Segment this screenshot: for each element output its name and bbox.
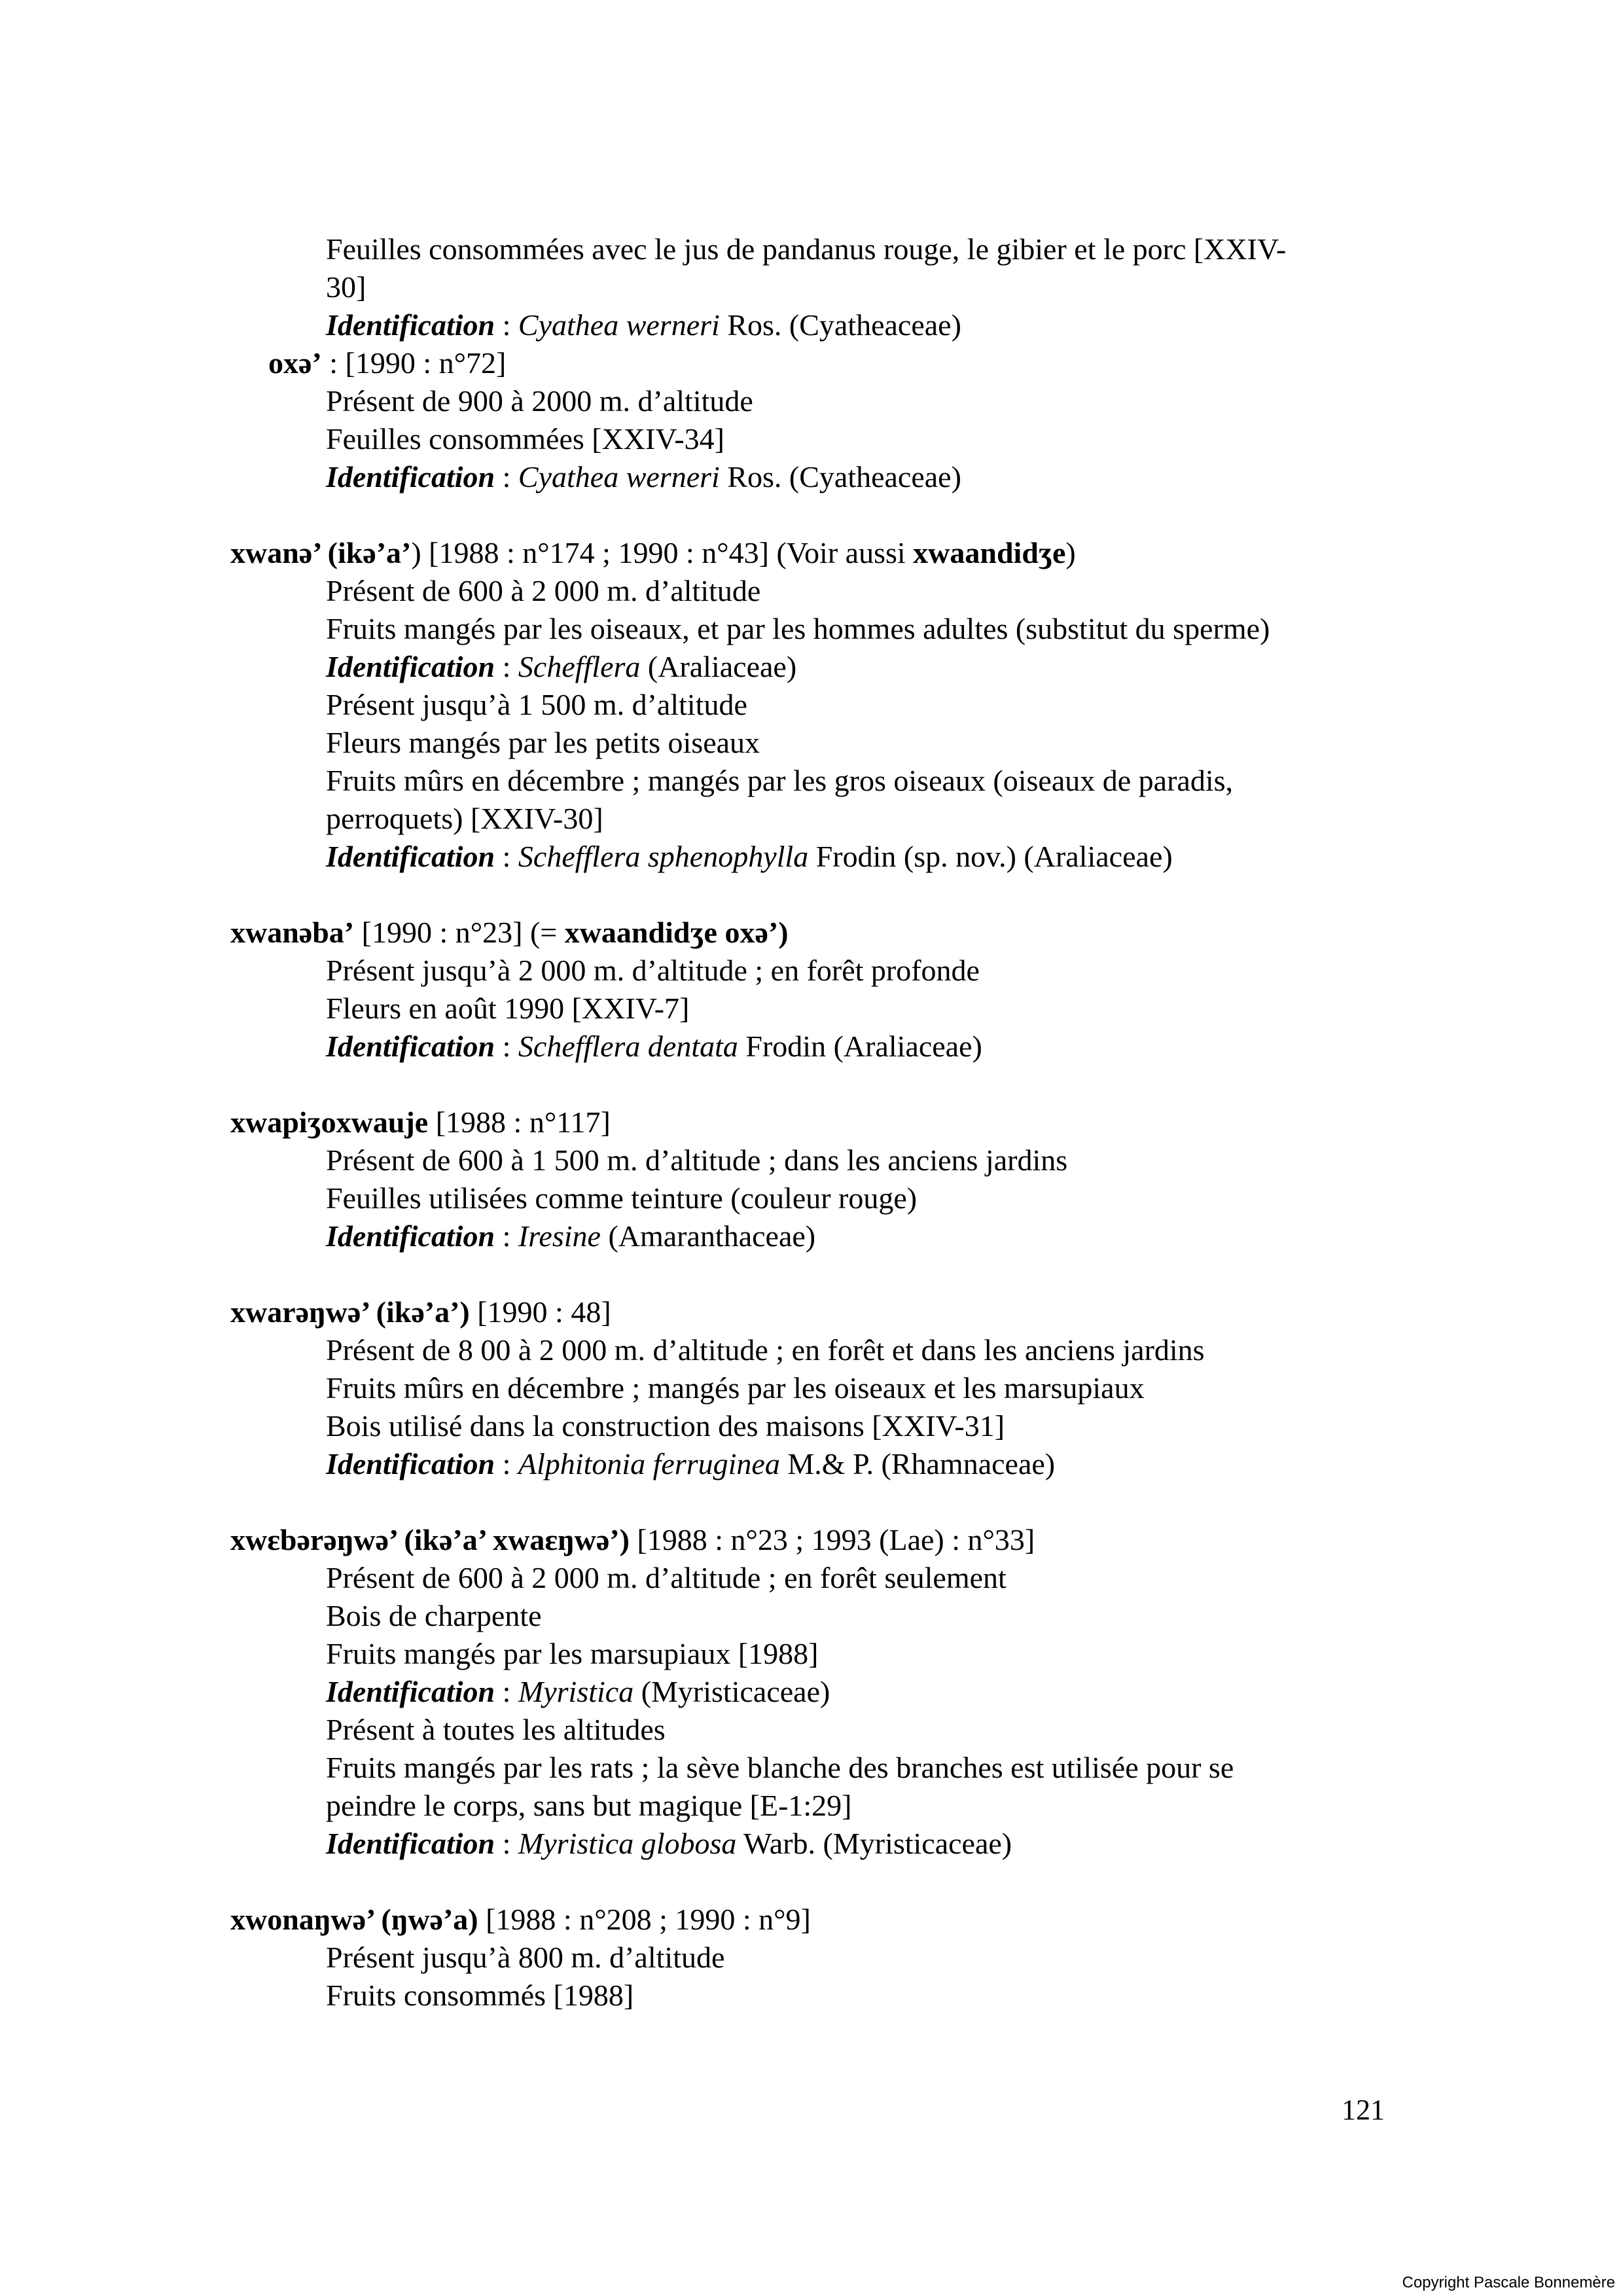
body-line: Fleurs mangés par les petits oiseaux: [326, 726, 760, 759]
entry-head: xwanəba’ [1990 : n°23] (= xwaandidʒe oxə’): [230, 916, 789, 949]
body-line: Feuilles consommées avec le jus de pandanus rouge, le gibier et le porc [XXIV-: [326, 232, 1287, 266]
body-line: Fruits consommés [1988]: [326, 1979, 634, 2012]
entry-head: xwarəŋwə’ (ikə’a’) [1990 : 48]: [230, 1295, 611, 1329]
body-line: Fruits mangés par les rats ; la sève blanche des branches est utilisée pour se: [326, 1751, 1234, 1784]
body-line: Présent de 600 à 2 000 m. d’altitude: [326, 574, 761, 607]
body-line: Feuilles consommées [XXIV-34]: [326, 422, 724, 456]
body-line: Feuilles utilisées comme teinture (couleur rouge): [326, 1181, 918, 1215]
body-line: 30]: [326, 270, 366, 304]
page-number: 121: [1342, 2094, 1385, 2126]
body-line: Présent de 8 00 à 2 000 m. d’altitude ; en forêt et dans les anciens jardins: [326, 1333, 1205, 1367]
body-line: Fruits mûrs en décembre ; mangés par les oiseaux et les marsupiaux: [326, 1371, 1145, 1405]
body-line: perroquets) [XXIV-30]: [326, 802, 603, 835]
entry-head: xwanə’ (ikə’a’) [1988 : n°174 ; 1990 : n°43] (Voir aussi xwaandidʒe): [230, 536, 1076, 569]
body-line: Fruits mangés par les oiseaux, et par les hommes adultes (substitut du sperme): [326, 612, 1270, 645]
body-line: Présent jusqu’à 1 500 m. d’altitude: [326, 688, 747, 721]
identification-line: Identification : Myristica globosa Warb. (Myristicaceae): [326, 1827, 1012, 1860]
body-line: peindre le corps, sans but magique [E-1:29]: [326, 1789, 852, 1822]
identification-line: Identification : Cyathea werneri Ros. (Cyatheaceae): [326, 308, 961, 342]
body-line: Bois utilisé dans la construction des maisons [XXIV-31]: [326, 1409, 1005, 1443]
body-line: Présent jusqu’à 2 000 m. d’altitude ; en forêt profonde: [326, 954, 980, 987]
body-line: Fleurs en août 1990 [XXIV-7]: [326, 992, 690, 1025]
identification-line: Identification : Alphitonia ferruginea M.& P. (Rhamnaceae): [326, 1447, 1056, 1480]
identification-line: Identification : Schefflera dentata Frodin (Araliaceae): [326, 1030, 982, 1063]
entry-head: xwapiʒoxwauje [1988 : n°117]: [230, 1105, 611, 1139]
entry-head: xwɛbərəŋwə’ (ikə’a’ xwaɛŋwə’) [1988 : n°23 ; 1993 (Lae) : n°33]: [230, 1523, 1035, 1556]
sub-entry-head: oxə’ : [1990 : n°72]: [268, 346, 507, 380]
entry-head: xwonaŋwə’ (ŋwə’a) [1988 : n°208 ; 1990 : n°9]: [230, 1903, 811, 1936]
body-line: Présent de 600 à 2 000 m. d’altitude ; en forêt seulement: [326, 1561, 1007, 1594]
identification-line: Identification : Myristica (Myristicaceae): [326, 1675, 830, 1708]
body-line: Présent de 900 à 2000 m. d’altitude: [326, 384, 753, 418]
copyright-notice: Copyright Pascale Bonnemère: [1402, 2274, 1615, 2291]
body-line: Présent jusqu’à 800 m. d’altitude: [326, 1941, 725, 1974]
body-line: Bois de charpente: [326, 1599, 542, 1632]
body-line: Présent à toutes les altitudes: [326, 1713, 666, 1746]
identification-line: Identification : Schefflera sphenophylla Frodin (sp. nov.) (Araliaceae): [326, 840, 1173, 873]
identification-line: Identification : Iresine (Amaranthaceae): [326, 1219, 816, 1253]
body-line: Fruits mûrs en décembre ; mangés par les gros oiseaux (oiseaux de paradis,: [326, 764, 1233, 797]
body-line: Fruits mangés par les marsupiaux [1988]: [326, 1637, 819, 1670]
identification-line: Identification : Cyathea werneri Ros. (Cyatheaceae): [326, 460, 961, 493]
identification-line: Identification : Schefflera (Araliaceae): [326, 650, 797, 683]
body-line: Présent de 600 à 1 500 m. d’altitude ; dans les anciens jardins: [326, 1143, 1068, 1177]
